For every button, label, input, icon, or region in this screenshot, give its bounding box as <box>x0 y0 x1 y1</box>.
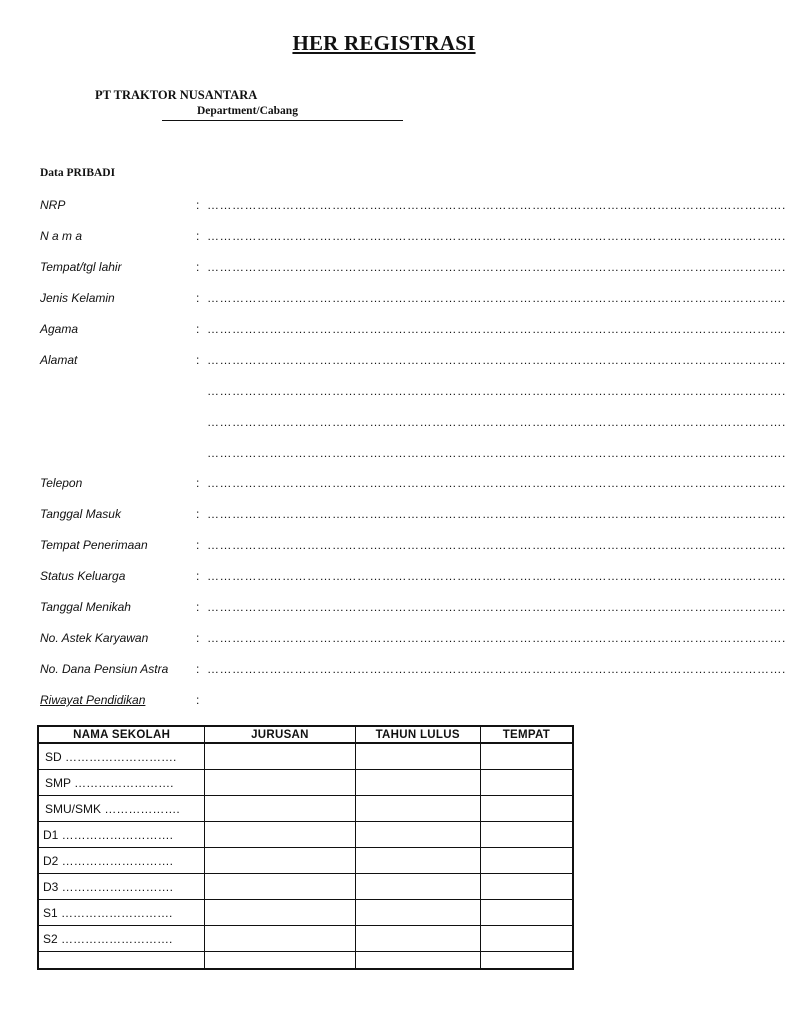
field-label: Tempat Penerimaan <box>40 538 148 552</box>
tempat-cell[interactable] <box>480 874 573 900</box>
tahun-lulus-cell[interactable] <box>355 796 480 822</box>
field-status-keluarga <box>40 569 786 585</box>
field-telepon <box>40 476 786 492</box>
field-colon: : <box>196 600 200 614</box>
field-tanggal-menikah <box>40 600 786 616</box>
column-header-tempat: TEMPAT <box>480 726 573 743</box>
fill-line[interactable]: …………………………………………………………………………………………………………………………. <box>207 384 786 398</box>
field-label: Telepon <box>40 476 83 490</box>
school-cell[interactable]: SMP ……………………. <box>38 770 205 796</box>
tempat-cell[interactable] <box>480 900 573 926</box>
school-cell[interactable] <box>38 952 205 970</box>
tempat-cell[interactable] <box>480 952 573 970</box>
field-tempat-tgl-lahir <box>40 260 786 276</box>
table-header-row <box>38 726 573 743</box>
school-cell[interactable]: S1 ………………………. <box>38 900 205 926</box>
tahun-lulus-cell[interactable] <box>355 848 480 874</box>
tahun-lulus-cell[interactable] <box>355 874 480 900</box>
field-alamat-line-3 <box>40 415 786 431</box>
jurusan-cell[interactable] <box>205 796 355 822</box>
table-row <box>38 874 573 900</box>
fill-line[interactable]: …………………………………………………………………………………………………………………………. <box>207 229 786 243</box>
jurusan-cell[interactable] <box>205 770 355 796</box>
school-cell[interactable]: S2 ………………………. <box>38 926 205 952</box>
field-label: Status Keluarga <box>40 569 126 583</box>
field-colon: : <box>196 662 200 676</box>
fill-line[interactable]: …………………………………………………………………………………………………………………………. <box>207 631 786 645</box>
field-label: Riwayat Pendidikan <box>40 693 146 707</box>
fill-line[interactable]: …………………………………………………………………………………………………………………………. <box>207 507 786 521</box>
school-cell[interactable]: D3 ………………………. <box>38 874 205 900</box>
field-label: NRP <box>40 198 66 212</box>
fill-line[interactable]: …………………………………………………………………………………………………………………………. <box>207 569 786 583</box>
tempat-cell[interactable] <box>480 822 573 848</box>
field-colon: : <box>196 631 200 645</box>
tempat-cell[interactable] <box>480 743 573 770</box>
table-row <box>38 952 573 970</box>
fill-line[interactable]: …………………………………………………………………………………………………………………………. <box>207 415 786 429</box>
field-colon: : <box>196 693 200 707</box>
field-alamat-line-4 <box>40 446 786 462</box>
field-colon: : <box>196 322 200 336</box>
department-field[interactable] <box>162 103 403 121</box>
jurusan-cell[interactable] <box>205 952 355 970</box>
field-colon: : <box>196 260 200 274</box>
fill-line[interactable]: …………………………………………………………………………………………………………………………. <box>207 291 786 305</box>
tahun-lulus-cell[interactable] <box>355 926 480 952</box>
column-header-nama-sekolah: NAMA SEKOLAH <box>38 726 205 743</box>
table-row <box>38 900 573 926</box>
field-dana-pensiun-astra <box>40 662 786 678</box>
field-label: Tanggal Menikah <box>40 600 131 614</box>
table-row <box>38 770 573 796</box>
field-label: Tempat/tgl lahir <box>40 260 122 274</box>
fill-line[interactable]: …………………………………………………………………………………………………………………………. <box>207 353 786 367</box>
school-cell[interactable]: D1 ………………………. <box>38 822 205 848</box>
field-colon: : <box>196 353 200 367</box>
field-label: Jenis Kelamin <box>40 291 115 305</box>
fill-line[interactable]: …………………………………………………………………………………………………………………………. <box>207 260 786 274</box>
field-label: Alamat <box>40 353 78 367</box>
table-row <box>38 848 573 874</box>
field-label: Agama <box>40 322 79 336</box>
fill-line[interactable]: …………………………………………………………………………………………………………………………. <box>207 600 786 614</box>
tahun-lulus-cell[interactable] <box>355 743 480 770</box>
education-table <box>37 725 574 970</box>
field-alamat <box>40 353 786 369</box>
tempat-cell[interactable] <box>480 770 573 796</box>
field-nrp <box>40 198 786 214</box>
jurusan-cell[interactable] <box>205 900 355 926</box>
field-colon: : <box>196 291 200 305</box>
tempat-cell[interactable] <box>480 848 573 874</box>
fill-line[interactable]: …………………………………………………………………………………………………………………………. <box>207 476 786 490</box>
field-astek-karyawan <box>40 631 786 647</box>
field-riwayat-pendidikan <box>40 693 720 709</box>
field-nama <box>40 229 786 245</box>
field-colon: : <box>196 569 200 583</box>
field-colon: : <box>196 476 200 490</box>
fill-line[interactable]: …………………………………………………………………………………………………………………………. <box>207 538 786 552</box>
section-heading: Data PRIBADI <box>40 167 116 179</box>
jurusan-cell[interactable] <box>205 874 355 900</box>
column-header-tahun-lulus: TAHUN LULUS <box>355 726 480 743</box>
field-colon: : <box>196 198 200 212</box>
field-tanggal-masuk <box>40 507 786 523</box>
table-row <box>38 822 573 848</box>
field-tempat-penerimaan <box>40 538 786 554</box>
field-agama <box>40 322 786 338</box>
table-row <box>38 743 573 770</box>
tahun-lulus-cell[interactable] <box>355 770 480 796</box>
school-cell[interactable]: D2 ………………………. <box>38 848 205 874</box>
fill-line[interactable]: …………………………………………………………………………………………………………………………. <box>207 662 786 676</box>
table-row <box>38 796 573 822</box>
fill-line[interactable]: …………………………………………………………………………………………………………………………. <box>207 198 786 212</box>
jurusan-cell[interactable] <box>205 926 355 952</box>
field-label: N a m a <box>40 229 83 243</box>
tempat-cell[interactable] <box>480 796 573 822</box>
fill-line[interactable]: …………………………………………………………………………………………………………………………. <box>207 446 786 460</box>
school-cell[interactable]: SD ………………………. <box>45 749 177 764</box>
tahun-lulus-cell[interactable] <box>355 900 480 926</box>
jurusan-cell[interactable] <box>205 822 355 848</box>
jurusan-cell[interactable] <box>205 743 355 770</box>
tahun-lulus-cell[interactable] <box>355 822 480 848</box>
field-label: No. Astek Karyawan <box>40 631 149 645</box>
table-row <box>38 926 573 952</box>
field-colon: : <box>196 229 200 243</box>
tahun-lulus-cell[interactable] <box>355 952 480 970</box>
field-label: No. Dana Pensiun Astra <box>40 662 169 676</box>
field-label: Tanggal Masuk <box>40 507 121 521</box>
column-header-jurusan: JURUSAN <box>205 726 355 743</box>
fill-line[interactable]: …………………………………………………………………………………………………………………………. <box>207 322 786 336</box>
school-cell[interactable]: SMU/SMK ………………. <box>38 796 205 822</box>
field-alamat-line-2 <box>40 384 786 400</box>
field-colon: : <box>196 507 200 521</box>
department-label: Department/Cabang <box>197 105 298 117</box>
page-title: HER REGISTRASI <box>292 31 476 55</box>
jurusan-cell[interactable] <box>205 848 355 874</box>
company-name: PT TRAKTOR NUSANTARA <box>95 88 258 102</box>
field-colon: : <box>196 538 200 552</box>
field-jenis-kelamin <box>40 291 786 307</box>
tempat-cell[interactable] <box>480 926 573 952</box>
